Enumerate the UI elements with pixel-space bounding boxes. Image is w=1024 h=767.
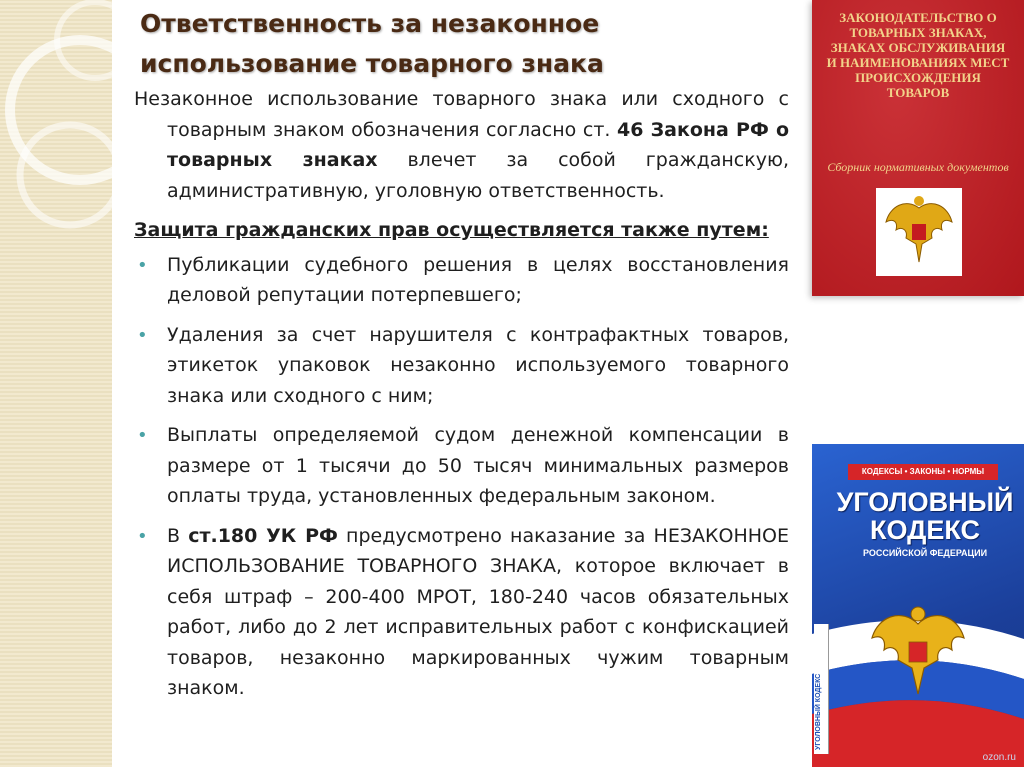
list-item bbox=[134, 250, 789, 311]
book-subtitle: Сборник нормативных документов bbox=[827, 160, 1009, 174]
list-item bbox=[134, 320, 789, 412]
book-series-band: КОДЕКСЫ • ЗАКОНЫ • НОРМЫ bbox=[848, 464, 998, 480]
list-item-text: Публикации судебного решения в целях восстановления деловой репутации потерпевшего; bbox=[167, 253, 789, 306]
list-item-text: Удаления за счет нарушителя с контрафактных товаров, этикеток упаковок незаконно используемого товарного знака или сходного с ним; bbox=[167, 323, 789, 407]
criminal-code-book-cover bbox=[812, 444, 1024, 767]
list-item-text: В bbox=[167, 524, 189, 547]
list-item-text-end: предусмотрено наказание за НЕЗАКОННОЕ ИСПОЛЬЗОВАНИЕ ТОВАРНОГО ЗНАКА, которое включает в себя штраф – 200-400 МРОТ, 180-240 часов обязательных работ, либо до 2 лет исправительных работ с конфискацией товаров, незаконно маркированных чужим товарным знаком. bbox=[167, 524, 789, 699]
criminal-code-reference: ст.180 УК РФ bbox=[188, 524, 338, 547]
intro-law-reference: 46 Закона РФ о товарных знаках bbox=[167, 118, 789, 171]
book-subtitle: РОССИЙСКОЙ ФЕДЕРАЦИИ bbox=[862, 548, 988, 558]
trademark-law-book-cover bbox=[812, 0, 1024, 296]
book-title: ЗАКОНОДАТЕЛЬСТВО О ТОВАРНЫХ ЗНАКАХ, ЗНАКАХ ОБСЛУЖИВАНИЯ И НАИМЕНОВАНИЯХ МЕСТ ПРОИСХОЖДЕНИЯ ТОВАРОВ bbox=[826, 10, 1010, 100]
intro-text: Незаконное использование товарного знака или сходного с товарным знаком обозначения согласно ст. bbox=[134, 88, 789, 141]
section-subheading: Защита гражданских прав осуществляется также путем: bbox=[134, 219, 769, 241]
list-item bbox=[134, 521, 789, 704]
intro-text-end: влечет за собой гражданскую, административную, уголовную ответственность. bbox=[167, 149, 789, 202]
bullet-icon: • bbox=[137, 324, 148, 346]
bullet-icon: • bbox=[137, 425, 148, 446]
spine-label: УГОЛОВНЫЙ КОДЕКС bbox=[815, 673, 822, 750]
list-item-text: Выплаты определяемой судом денежной компенсации в размере от 1 тысячи до 50 тысяч минимальных размеров оплаты труда, установленных федеральным законом. bbox=[167, 424, 789, 507]
watermark: ozon.ru bbox=[982, 752, 1016, 763]
double-headed-eagle-icon bbox=[876, 188, 962, 276]
bullet-list bbox=[134, 250, 789, 704]
bullet-icon: • bbox=[137, 254, 148, 276]
intro-paragraph bbox=[134, 84, 789, 206]
decorative-sidebar bbox=[0, 0, 112, 767]
flag-and-eagle-icon bbox=[812, 594, 1024, 767]
slide-content bbox=[134, 84, 789, 713]
bullet-icon: • bbox=[137, 525, 148, 547]
book-spine bbox=[814, 624, 829, 754]
page-title: Ответственность за незаконное использование товарного знака bbox=[140, 9, 604, 78]
book-title: УГОЛОВНЫЙ КОДЕКС bbox=[836, 487, 1014, 545]
ornament-circles-icon bbox=[0, 0, 112, 767]
list-item bbox=[134, 420, 789, 512]
